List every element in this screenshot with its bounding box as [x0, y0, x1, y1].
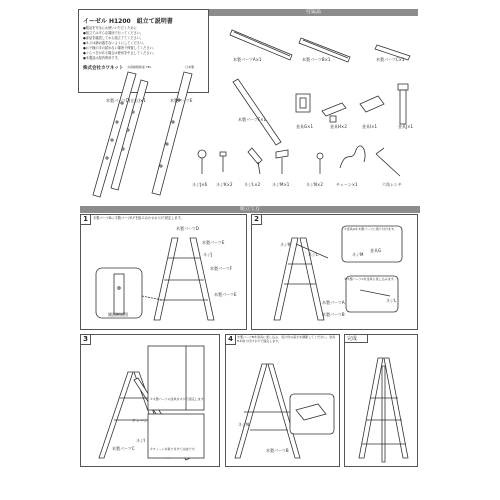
step-1-callout: 木製パーツF	[210, 266, 233, 271]
safety-note: ●本製品は屋内専用です。	[83, 56, 121, 60]
part-label: ネジJ×6	[192, 182, 208, 187]
step-1-callout: 木製パーツE	[202, 240, 225, 245]
safety-note: ●組立ては平らな場所で行ってください。	[83, 31, 144, 35]
parts-section-label: 付属品	[305, 9, 321, 15]
step-3-callout: ネジI	[136, 438, 146, 443]
safety-note: ●ネジは締め過ぎないようにしてください。	[83, 41, 147, 45]
step-4-callout: 木製パーツB	[266, 448, 289, 453]
company-origin: 日本製	[185, 65, 195, 69]
part-label: 木製パーツA×1	[233, 57, 262, 62]
step-1-number: 1	[80, 214, 91, 225]
part-label: 木製パーツD(左右)×1	[106, 98, 146, 103]
part-label: 六角レンチ	[382, 182, 402, 187]
part-label: ネジM×1	[272, 182, 290, 187]
part-label: 木製パーツE	[170, 98, 193, 103]
part-label: ネジN×2	[306, 182, 323, 187]
step-1-text: 木製パーツDに木製パーツE,Fを組み合わせネジJで固定します。	[93, 216, 184, 220]
part-label: 木製パーツB×1	[302, 57, 331, 62]
step-4-number: 4	[225, 334, 236, 345]
part-label: 木製パーツF×1	[238, 117, 267, 122]
assembly-section-label: 組立て方	[239, 206, 260, 212]
safety-note: ●お子様の手の届かない場所で保管してください。	[83, 46, 156, 50]
part-label: 金具J×1	[398, 124, 414, 129]
step-3-number: 3	[80, 334, 91, 345]
company-name: 株式会社カワネット	[83, 66, 124, 71]
step-2-callout: 金具G	[370, 248, 382, 253]
step-2-callout: 木製パーツA	[322, 300, 345, 305]
step-2-callout: 木製パーツB	[322, 312, 345, 317]
complete-label: 完成	[344, 334, 368, 343]
part-label: 金具H×2	[330, 124, 347, 129]
step-3-note: ①木製パーツの金具をネジで固定します。	[150, 397, 207, 401]
safety-note: ●製品を安全にお使いいただくために	[83, 26, 137, 30]
step-2-number: 2	[251, 214, 262, 225]
safety-note: ●部品を確認してから組立ててください。	[83, 36, 144, 40]
step-3-callout: チェーン	[132, 418, 148, 423]
step-3-callout: 木製パーツC	[112, 446, 135, 451]
step-2-note: ②木製パーツCを金具に差し込みます。	[344, 277, 397, 281]
step-1-callout: ネジJ	[203, 252, 213, 257]
company-contact: お客様相談室 TEL	[127, 65, 152, 69]
part-label: 金具G×1	[296, 124, 313, 129]
part-label: ネジK×2	[216, 182, 233, 187]
part-label: 金具I×1	[362, 124, 378, 129]
step-3-note: ②チェーンを取り付けて完成です。	[150, 447, 198, 451]
part-label: 木製パーツC×1	[376, 57, 405, 62]
step-1-callout: 木製パーツE	[214, 292, 237, 297]
part-label: チェーン×1	[336, 182, 358, 187]
document-title: イーゼル H1200 組立て説明書	[83, 18, 173, 25]
part-label: ネジL×2	[244, 182, 261, 187]
step-2-callout: ネジM	[352, 252, 364, 257]
step-1-callout: 木製パーツD	[176, 226, 199, 231]
step-4-text: 木製パーツBを金具に差し込み、受け台の高さを調節してください。金具Hを取り付けネジで固定します。	[237, 335, 336, 343]
step-2-callout: ネジK	[280, 242, 291, 247]
safety-note: ●ぐらつきがある場合は使用を中止してください。	[83, 51, 156, 55]
step-2-note: ①金具Gを木製パーツに取り付けます。	[344, 227, 397, 231]
step-2-extra: ネジL	[386, 298, 397, 303]
step-1-inset-label: 側面断面図	[108, 312, 128, 317]
step-4-callout: ネジN	[238, 422, 249, 427]
step-2-callout: ネジL	[308, 252, 319, 257]
